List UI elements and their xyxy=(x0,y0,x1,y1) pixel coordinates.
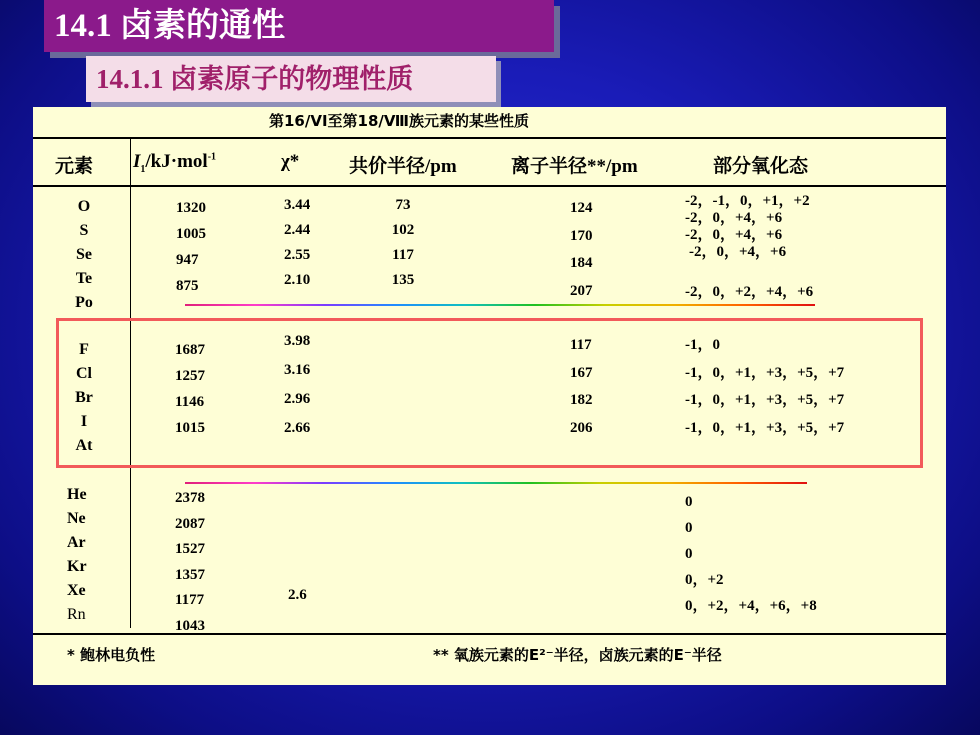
group16-oxidation xyxy=(685,193,810,261)
oxidation-value: 0 xyxy=(685,546,693,562)
header-oxidation-states: 部分氧化态 xyxy=(713,156,809,177)
chi-value: 2.10 xyxy=(284,272,311,288)
group16-covalent xyxy=(383,193,423,293)
ionic-value: 207 xyxy=(570,282,593,299)
ie-value: 1146 xyxy=(175,394,205,410)
header-electronegativity: χ* xyxy=(281,151,300,172)
footnote-pauling: * 鲍林电负性 xyxy=(67,646,156,664)
group16-chi xyxy=(284,193,310,293)
element-Ne: Ne xyxy=(67,510,86,527)
element-I: I xyxy=(80,413,88,430)
oxidation-value: 0，+2 xyxy=(685,572,724,588)
ionic-value: 170 xyxy=(570,227,593,244)
ionic-value: 206 xyxy=(570,419,593,436)
element-Kr: Kr xyxy=(67,558,87,575)
covalent-value: 117 xyxy=(392,247,414,263)
chi-value: 3.16 xyxy=(284,362,311,378)
group16-elements xyxy=(69,195,99,315)
oxidation-value: -1，0，+1，+3，+5，+7 xyxy=(685,364,845,381)
slide-subtitle: 14.1.1 卤素原子的物理性质 xyxy=(86,56,496,102)
element-Po: Po xyxy=(75,294,93,311)
table-bottom-rule xyxy=(33,633,946,635)
group16-ie xyxy=(176,195,206,299)
element-Se: Se xyxy=(76,246,92,263)
rainbow-divider xyxy=(185,482,807,484)
chi-value: 3.98 xyxy=(284,333,311,349)
header-rule xyxy=(33,185,946,187)
group18-ie xyxy=(175,486,205,639)
oxidation-value: -2，-1，0，+1，+2 xyxy=(685,193,810,209)
group16-ionic xyxy=(570,195,593,305)
chi-value: 2.55 xyxy=(284,247,311,263)
oxidation-value: -2，0，+4，+6 xyxy=(689,244,787,260)
header-ionic-radius: 离子半径**/pm xyxy=(511,156,638,177)
ie-value: 1320 xyxy=(176,200,206,216)
oxidation-value-po: -2，0，+2，+4，+6 xyxy=(685,284,814,300)
oxidation-value: -1，0，+1，+3，+5，+7 xyxy=(685,419,845,436)
element-Cl: Cl xyxy=(76,365,92,382)
slide-title: 14.1 卤素的通性 xyxy=(44,0,554,52)
ie-value: 875 xyxy=(176,278,199,294)
group17-elements xyxy=(69,338,99,458)
ie-value: 1043 xyxy=(175,617,205,634)
element-Br: Br xyxy=(75,389,93,406)
group18-oxidation xyxy=(685,489,817,619)
oxidation-value: -2，0，+4，+6 xyxy=(685,227,783,243)
ie-value: 1357 xyxy=(175,566,205,583)
element-S: S xyxy=(79,222,89,239)
group17-oxidation xyxy=(685,332,844,442)
oxidation-value: 0 xyxy=(685,494,693,510)
oxidation-value: 0，+2，+4，+6，+8 xyxy=(685,598,817,614)
chi-value: 2.66 xyxy=(284,420,311,436)
chi-value: 2.44 xyxy=(284,222,311,238)
ionic-value: 184 xyxy=(570,255,593,271)
group17-ionic xyxy=(570,332,593,442)
element-Ar: Ar xyxy=(67,534,86,551)
ionic-value: 167 xyxy=(570,364,593,381)
ie-value: 947 xyxy=(176,252,199,268)
chi-value: 2.96 xyxy=(284,391,311,407)
ionic-value: 182 xyxy=(570,392,593,408)
rainbow-divider xyxy=(185,304,815,306)
header-element: 元素 xyxy=(55,156,94,177)
table-top-rule xyxy=(33,137,946,139)
oxidation-value: -1，0，+1，+3，+5，+7 xyxy=(685,392,845,408)
covalent-value: 102 xyxy=(391,222,415,238)
oxidation-value: 0 xyxy=(685,520,693,536)
ie-value: 1005 xyxy=(176,226,206,242)
ionic-value: 117 xyxy=(570,337,592,353)
ie-value: 1257 xyxy=(175,368,205,384)
header-ionization-energy: $I_1/kJ\cdot mol^{-1}$ xyxy=(133,151,217,175)
footnote-ionic-radius: ** 氧族元素的E²⁻半径，卤族元素的E⁻半径 xyxy=(433,646,722,664)
element-Rn: Rn xyxy=(67,606,86,623)
group17-chi xyxy=(284,327,310,443)
ie-value: 1015 xyxy=(175,420,205,436)
properties-table xyxy=(33,107,946,685)
covalent-value: 135 xyxy=(391,272,415,288)
ie-value: 1527 xyxy=(175,541,205,557)
element-At: At xyxy=(75,437,93,454)
element-O: O xyxy=(77,198,91,215)
table-caption: 第16/VI至第18/Ⅷ族元素的某些性质 xyxy=(269,112,529,130)
oxidation-value: -1，0 xyxy=(685,337,720,353)
group18-elements xyxy=(67,483,87,627)
element-He: He xyxy=(67,486,87,503)
ie-value: 1177 xyxy=(175,592,205,608)
covalent-value: 73 xyxy=(395,197,411,213)
element-Xe: Xe xyxy=(67,582,86,599)
ie-value: 1687 xyxy=(175,342,205,358)
element-F: F xyxy=(79,341,89,358)
oxidation-value: -2，0，+4，+6 xyxy=(685,210,783,226)
chi-value: 3.44 xyxy=(284,197,311,213)
ionic-value: 124 xyxy=(570,200,593,216)
ie-value: 2378 xyxy=(175,490,205,506)
ie-value: 2087 xyxy=(175,515,205,532)
header-covalent-radius: 共价半径/pm xyxy=(349,156,457,177)
chi-value-xe: 2.6 xyxy=(288,587,307,603)
element-Te: Te xyxy=(75,270,93,287)
group17-ie xyxy=(175,337,205,441)
